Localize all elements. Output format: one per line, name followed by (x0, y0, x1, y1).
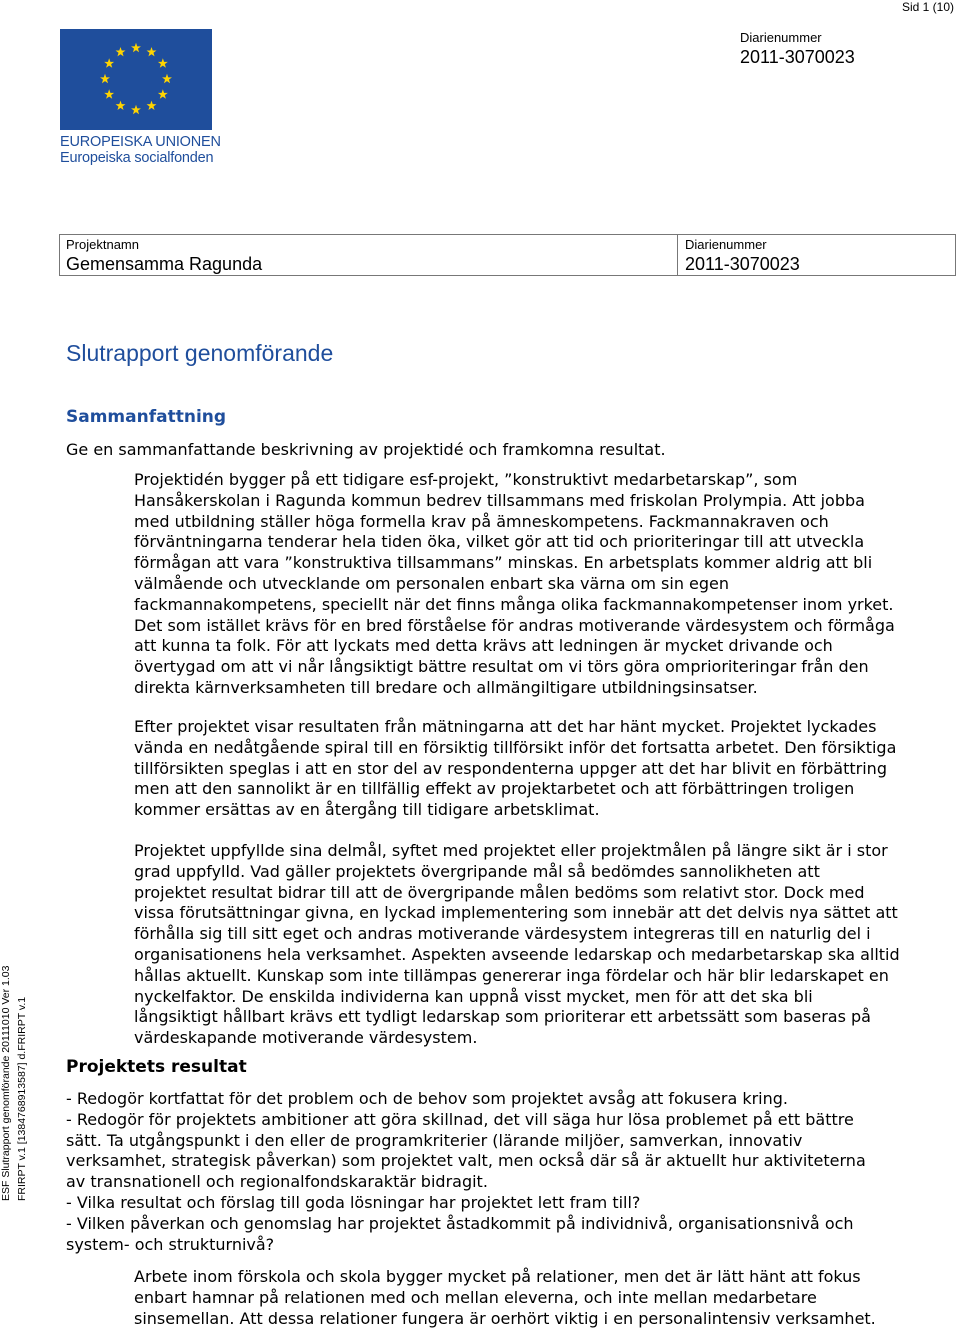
text-line: Hansåkerskolan i Ragunda kommun bedrev tillsammans med friskolan Prolympia. Att jobba (134, 490, 865, 510)
text-line: förhålla sig till sitt eget och andras motiverande värdesystem integreras till en naturlig del i (134, 924, 871, 944)
text-line: sätt. Ta utgångspunkt i den eller de programkriterier (lärande miljöer, samverkan, innovativ (66, 1130, 803, 1150)
text-line: projektet resultat bidrar till att de övergripande målen bedöms som relativt stor. Dock med (134, 882, 865, 902)
logo-text-union: EUROPEISKA UNIONEN (60, 134, 221, 150)
summary-heading: Sammanfattning (66, 407, 227, 427)
text-line: vissa förutsättningar givna, en lyckad implementering som innebär att det delvis nya sättet att (134, 903, 898, 923)
text-line: system- och strukturnivå? (66, 1234, 275, 1254)
text-line: av transnationell och regionalfondskaraktär bidragit. (66, 1172, 488, 1192)
text-line: långsiktigt hållbart krävs ett tydligt ledarskap som prioriterar ett arbetssätt som baseras på (134, 1007, 871, 1027)
text-line: grad uppfylld. Vad gäller projektets övergripande mål så bedömdes sannolikheten att (134, 861, 820, 881)
text-line: värdeskapande motiverande värdesystem. (134, 1028, 478, 1048)
eu-star-icon (116, 47, 126, 56)
eu-star-icon (131, 43, 141, 52)
text-line: kommer ersättas av en återgång till tidigare arbetsklimat. (134, 800, 600, 820)
text-line: direkta kärnverksamheten till bredare och allmängiltigare utbildningsinsatser. (134, 677, 758, 697)
text-line: tillförsikten speglas i att en stor del av respondenterna uppger att det har blivit en förbättring (134, 758, 887, 778)
text-line: med utbildning ställer höga formella krav på ämneskompetens. Fackmannakraven och (134, 511, 829, 531)
text-line: övertygad om att vi når långsiktigt bättre resultat om vi törs göra omprioriteringar från den (134, 657, 869, 677)
text-line: Det som istället krävs för en bred förståelse för andras motiverande värdesystem och förmåga (134, 615, 895, 635)
text-line: förväntningarna tenderar hela tiden öka, vilket gör att tid och prioriteringar till att utveckla (134, 532, 865, 552)
eu-star-icon (100, 74, 110, 83)
text-line: - Redogör för projektets ambitioner att göra skillnad, det vill säga hur lösa problemet på ett bättre (66, 1109, 854, 1129)
text-line: - Redogör kortfattat för det problem och de behov som projektet avsåg att fokusera kring. (66, 1089, 789, 1108)
text-line: hållas aktuellt. Kunskap som inte tillämpas genererar inga fördelar och här blir ledarskapet en (134, 965, 889, 985)
eu-star-icon (104, 58, 114, 67)
eu-flag-icon (60, 29, 212, 130)
side-text-form-id: FRIRPT v.1 [1384768913587] d.FRIRPT v.1 (16, 996, 28, 1201)
text-line: förmågan att vara ”konstruktiva tillsammans” minskas. En arbetsplats kommer aldrig att bli (134, 553, 873, 573)
eu-star-icon (104, 89, 114, 98)
text-line: - Vilken påverkan och genomslag har projektet åstadkommit på individnivå, organisationsnivå och (66, 1213, 854, 1233)
summary-paragraph-3 (134, 841, 960, 1049)
info-box-divider (677, 234, 678, 276)
box-diarienummer-label: Diarienummer (685, 237, 767, 252)
text-line: verksamhet, strategisk påverkan) som projektet valt, men också där så är aktuellt hur aktiviteterna (66, 1151, 866, 1171)
text-line: Arbete inom förskola och skola bygger mycket på relationer, men det är lätt hänt att fokus (134, 1267, 861, 1286)
text-line: att kunna ta folk. För att lyckats med detta krävs att ledningen är mycket drivande och (134, 636, 833, 656)
text-line: men att den sannolikt är en tillfällig effekt av projektarbetet och att förbättringen troligen (134, 779, 855, 799)
text-line: organisationens hela verksamhet. Aspekten avseende ledarskap och medarbetarskap ska alltid (134, 944, 900, 964)
summary-paragraph-1 (134, 470, 960, 699)
eu-stars-icon (60, 29, 212, 130)
text-line: enbart hamnar på relationen med och mellan eleverna, och inte mellan medarbetare (134, 1287, 817, 1307)
text-line: Projektidén bygger på ett tidigare esf-projekt, ”konstruktivt medarbetarskap”, som (134, 470, 798, 489)
text-line: - Vilka resultat och förslag till goda lösningar har projektet lett fram till? (66, 1192, 641, 1212)
results-heading: Projektets resultat (66, 1057, 247, 1077)
text-line: Projektet uppfyllde sina delmål, syftet med projektet eller projektmålen på längre sikt är i stor (134, 841, 888, 860)
eu-star-icon (158, 89, 168, 98)
summary-paragraph-2 (134, 717, 960, 821)
side-text-form-version: ESF Slutrapport genomförande 20111010 Ver 1.03 (0, 965, 12, 1201)
text-line: vända en nedåtgående spiral till en försiktig tillförsikt inför det fortsatta arbetet. Den försiktiga (134, 737, 897, 757)
text-line: nyckelfaktor. De enskilda individerna kan uppnå visst mycket, men för att det ska bli (134, 986, 813, 1006)
text-line: välmående och utvecklande om personalen enbart ska värna om sin egen (134, 573, 730, 593)
eu-star-icon (131, 105, 141, 114)
page-title: Slutrapport genomförande (66, 340, 334, 366)
eu-star-icon (147, 101, 157, 110)
eu-star-icon (158, 58, 168, 67)
header-diarienummer-value: 2011-3070023 (740, 47, 855, 67)
results-instructions (66, 1089, 866, 1255)
logo-text-fund: Europeiska socialfonden (60, 150, 214, 166)
projektnamn-label: Projektnamn (66, 237, 139, 252)
eu-star-icon (147, 47, 157, 56)
text-line: Efter projektet visar resultaten från mätningarna att det har hänt mycket. Projektet lyckades (134, 717, 877, 736)
summary-instruction: Ge en sammanfattande beskrivning av projektidé och framkomna resultat. (66, 440, 666, 459)
page-number: Sid 1 (10) (901, 0, 954, 14)
projektnamn-value: Gemensamma Ragunda (66, 254, 263, 274)
header-diarienummer-label: Diarienummer (740, 30, 822, 45)
eu-star-icon (116, 101, 126, 110)
eu-star-icon (162, 74, 172, 83)
text-line: fackmannakompetens, speciellt när det finns många olika fackmannakompetenser inom yrket. (134, 594, 894, 614)
text-line: sinsemellan. Att dessa relationer fungera är oerhört viktig i en personalintensiv verksamhet. (134, 1308, 876, 1328)
results-paragraph-1 (134, 1267, 960, 1329)
box-diarienummer-value: 2011-3070023 (685, 254, 800, 274)
